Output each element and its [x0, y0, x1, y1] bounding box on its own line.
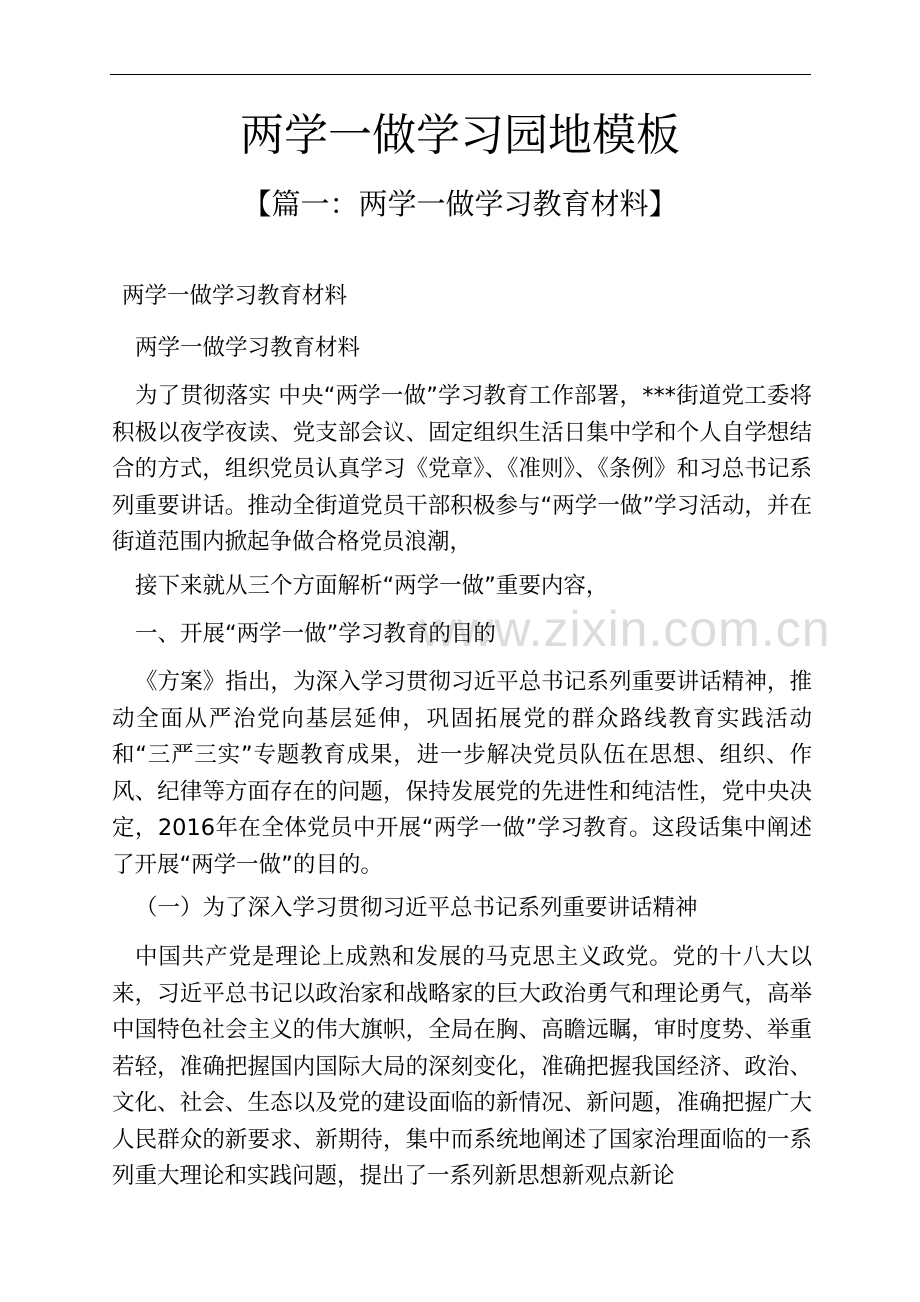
section-subheading: 两学一做学习教育材料 [135, 335, 361, 361]
body-paragraph: 接下来就从三个方面解析“两学一做”重要内容， [135, 573, 609, 599]
watermark: www.zixin.com.cn [420, 601, 831, 657]
document-subtitle: 【篇一：两学一做学习教育材料】 [242, 187, 678, 221]
body-paragraph: 《方案》指出，为深入学习贯彻习近平总书记系列重要讲话精神，推动全面从严治党向基层延伸，巩固拓展党的群众路线教育实践活动和“三严三实”专题教育成果，进一步解决党员队伍在思想、组织、作风、纪律等方面存在的问题，保持发展党的先进性和纯洁性，党中央决定，2016年在全体党员中开展“两学一做”学习教育。这段话集中阐述了开展“两学一做”的目的。 [112, 669, 812, 878]
body-paragraph: 中国共产党是理论上成熟和发展的马克思主义政党。党的十八大以来，习近平总书记以政治家和战略家的巨大政治勇气和理论勇气，高举中国特色社会主义的伟大旗帜，全局在胸、高瞻远瞩，审时度势、举重若轻，准确把握国内国际大局的深刻变化，准确把握我国经济、政治、文化、社会、生态以及党的建设面临的新情况、新问题，准确把握广大人民群众的新要求、新期待，集中而系统地阐述了国家治理面临的一系列重大理论和实践问题，提出了一系列新思想新观点新论 [112, 944, 812, 1189]
header-rule [110, 74, 811, 75]
body-paragraph: 为了贯彻落实 中央“两学一做”学习教育工作部署，***街道党工委将积极以夜学夜读、党支部会议、固定组织生活日集中学和个人自学想结合的方式，组织党员认真学习《党章》、《准则》、《条例》和习总书记系列重要讲话。推动全街道党员干部积极参与“两学一做”学习活动，并在街道范围内掀起争做合格党员浪潮， [112, 383, 812, 555]
section-heading: 一、开展“两学一做”学习教育的目的 [135, 621, 496, 647]
section-heading: （一）为了深入学习贯彻习近平总书记系列重要讲话精神 [135, 895, 698, 921]
section-heading: 两学一做学习教育材料 [122, 283, 348, 309]
document-title: 两学一做学习园地模板 [240, 110, 680, 161]
